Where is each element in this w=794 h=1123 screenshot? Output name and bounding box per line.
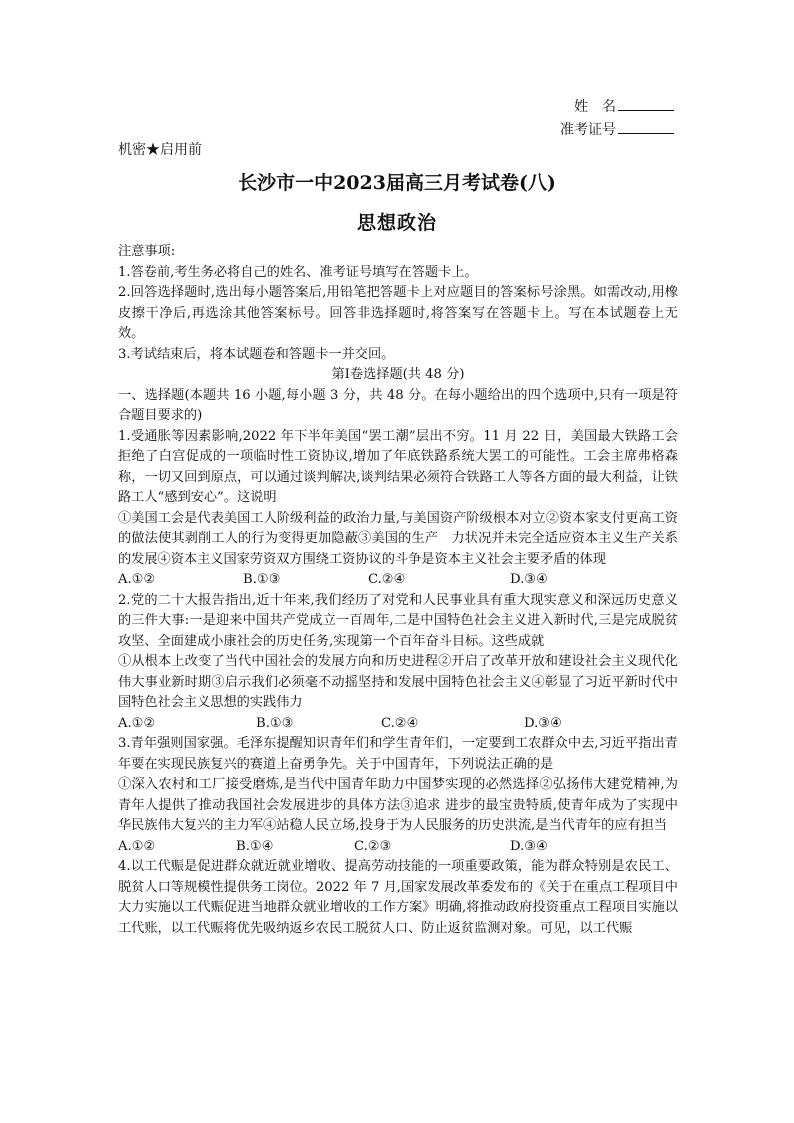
option-b[interactable]: B.①③: [243, 572, 281, 587]
section-intro: 一、选择题(本题共 16 小题,每小题 3 分，共 48 分。在每小题给出的四个选项中,只有一项是符合题目要求的): [118, 387, 678, 423]
question-statements: ①美国工会是代表美国工人阶级利益的政治力量,与美国资产阶级根本对立②资本家支付更高工资的做法使其剥削工人的行为变得更加隐蔽③美国的生产 力状况并未完全适应资本主义生产关系的发展④资本主义国家劳资双方围绕工资协议的斗争是资本主义社会主要矛盾的体现: [118, 510, 678, 567]
note-item: 1.答卷前,考生务必将自己的姓名、准考证号填写在答题卡上。: [118, 264, 478, 280]
question-statements: ①深入农村和工厂接受磨炼,是当代中国青年助力中国梦实现的必然选择②弘扬伟大建党精神,为青年人提供了推动我国社会发展进步的具体方法③追求 进步的最宝贵特质,使青年成为了实现中华民族伟大复兴的主力军④站稳人民立场,投身于为人民服务的历史洪流,是当代青年的应有担当: [118, 777, 678, 833]
option-c[interactable]: C.②④: [368, 572, 406, 587]
candidate-info: [560, 96, 674, 142]
question-stem: 3.青年强则国家强。毛泽东提醒知识青年们和学生青年们，一定要到工农群众中去,习近平指出青年要在实现民族复兴的赛道上奋勇争先。关于中国青年，下列说法正确的是: [118, 736, 678, 772]
question-stem: 2.党的二十大报告指出,近十年来,我们经历了对党和人民事业具有重大现实意义和深远历史意义的三件大事:一是迎来中国共产党成立一百周年,二是中国特色社会主义进入新时代,三是完成脱贫攻坚、全面建成小康社会的历史任务,实现第一个百年奋斗目标。这些成就: [118, 592, 678, 649]
secret-mark: 机密★启用前: [118, 142, 202, 158]
option-c[interactable]: C.②④: [381, 715, 419, 731]
name-label: 姓 名: [574, 99, 616, 115]
option-d[interactable]: D.③④: [510, 838, 548, 854]
option-a[interactable]: A.①②: [118, 838, 156, 854]
question-stem: 1.受通胀等因素影响,2022 年下半年美国“罢工潮”层出不穷。11 月 22 日，美国最大铁路工会拒绝了白宫促成的一项临时性工资协议,增加了年底铁路系统大罢工的可能性。工会主席弗格森称，一切又回到原点，可以通过谈判解决,谈判结果必须符合铁路工人等各方面的最大利益，让铁路工人“感到安心”。这说明: [118, 428, 678, 505]
exam-id-blank[interactable]: [618, 119, 674, 134]
name-row: [560, 96, 674, 119]
note-item: 3.考试结束后，将本试题卷和答题卡一并交回。: [118, 346, 395, 362]
exam-id-row: [560, 119, 674, 142]
option-d[interactable]: D.③④: [524, 715, 562, 731]
question-statements: ①从根本上改变了当代中国社会的发展方向和历史进程②开启了改革开放和建设社会主义现代化伟大事业新时期③启示我们必须毫不动摇坚持和发展中国特色社会主义④彰显了习近平新时代中国特色社会主义思想的实践伟力: [118, 654, 678, 710]
option-b[interactable]: B.①③: [256, 715, 294, 731]
option-a[interactable]: A.①②: [118, 715, 156, 731]
option-b[interactable]: B.①④: [236, 838, 274, 854]
question-stem: 4.以工代赈是促进群众就近就业增收、提高劳动技能的一项重要政策，能为群众特别是农民工、脱贫人口等规模性提供务工岗位。2022 年 7 月,国家发展改革委发布的《关于在重点工程项目中大力实施以工代赈促进当地群众就业增收的工作方案》明确,将推动政府投资重点工程项目实施以工代账，以工代赈将优先吸纳返乡农民工脱贫人口、防止返贫监测对象。可见，以工代赈: [118, 859, 678, 936]
option-d[interactable]: D.③④: [510, 572, 548, 587]
question-options: [118, 570, 678, 591]
exam-content: [118, 242, 678, 939]
option-a[interactable]: A.①②: [118, 572, 156, 587]
notes-heading: 注意事项:: [118, 244, 176, 259]
question-options: [118, 714, 678, 735]
note-item: 2.回答选择题时,选出每小题答案后,用铅笔把答题卡上对应题目的答案标号涂黑。如需改动,用橡皮擦干净后,再选涂其他答案标号。回答非选择题时,将答案写在答题卡上。写在本试题卷上无效。: [118, 285, 678, 341]
section-title: 第Ⅰ卷选择题(共 48 分): [331, 367, 465, 382]
exam-id-label: 准考证号: [560, 122, 616, 138]
question-options: [118, 837, 678, 858]
page-title: 长沙市一中2023届高三月考试卷(八): [238, 172, 556, 194]
option-c[interactable]: C.②③: [354, 838, 392, 854]
name-blank[interactable]: [618, 96, 674, 111]
subject-title: 思想政治: [356, 212, 437, 234]
